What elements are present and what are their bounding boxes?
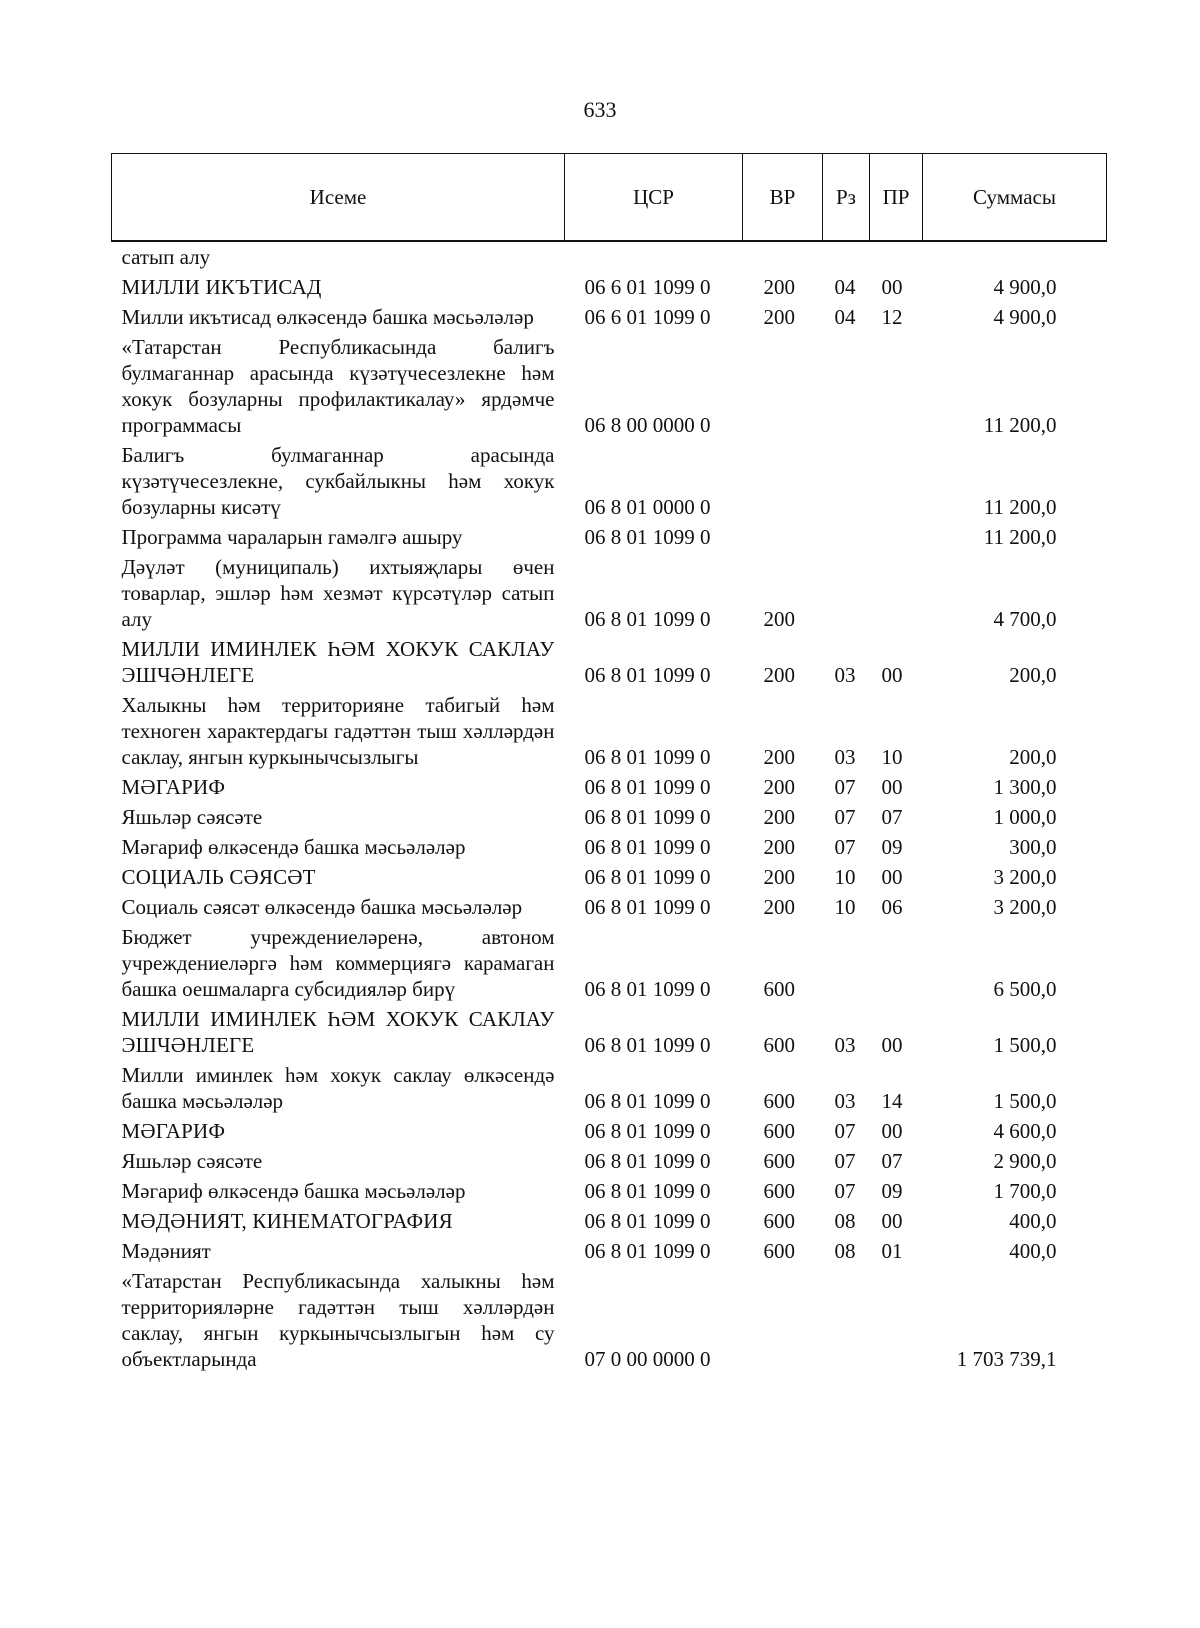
row-pr: 00: [881, 775, 903, 799]
row-vr: [743, 1266, 823, 1374]
row-pr: 07: [881, 805, 903, 829]
row-vr: [743, 332, 823, 440]
row-pr: 00: [881, 1119, 903, 1143]
table-row: [112, 690, 1107, 772]
row-csr: 07 0 00 0000 0: [584, 1347, 711, 1371]
table-body: [112, 241, 1107, 1374]
row-rz: 10: [834, 865, 856, 889]
table-row: [112, 772, 1107, 802]
row-rz: 03: [834, 1089, 856, 1113]
table-row: [112, 302, 1107, 332]
row-csr: 06 8 01 1099 0: [584, 1149, 711, 1173]
row-pr: [870, 922, 923, 1004]
row-rz: 07: [834, 1149, 856, 1173]
row-sum: 1 500,0: [993, 1033, 1057, 1057]
column-header-rz: Рз: [823, 154, 870, 242]
table-row: [112, 552, 1107, 634]
row-sum: 4 600,0: [993, 1119, 1057, 1143]
row-pr: 00: [881, 1209, 903, 1233]
column-header-sum: Суммасы: [923, 154, 1107, 242]
row-vr: 600: [763, 1179, 795, 1203]
row-csr: 06 8 01 1099 0: [584, 1239, 711, 1263]
row-vr: 200: [763, 895, 795, 919]
row-name: Милли икътисад өлкәсендә башка мәсьәләләр: [121, 305, 534, 329]
row-name: МИЛЛИ ИКЪТИСАД: [121, 275, 322, 299]
row-vr: 200: [763, 275, 795, 299]
page-number: 633: [583, 97, 617, 122]
table-row: [112, 440, 1107, 522]
row-name: Программа чараларын гамәлгә ашыру: [121, 525, 463, 549]
row-csr: 06 8 01 1099 0: [584, 1089, 711, 1113]
row-vr: 600: [763, 1239, 795, 1263]
row-name: Милли иминлек һәм хокук саклау өлкәсендә башка мәсьәләләр: [121, 1063, 555, 1113]
row-pr: [870, 332, 923, 440]
table-row: [112, 634, 1107, 690]
column-header-csr: ЦСР: [565, 154, 743, 242]
row-name: Яшьләр сәясәте: [121, 1149, 263, 1173]
row-name: Халыкны һәм территорияне табигый һәм техноген характердагы гадәттән тыш хәлләрдән саклау, янгын куркынычсызлыгы: [121, 693, 555, 769]
table-row: [112, 922, 1107, 1004]
row-csr: 06 8 01 1099 0: [584, 775, 711, 799]
row-rz: [823, 552, 870, 634]
row-sum: 400,0: [1009, 1209, 1057, 1233]
row-name: Балигъ булмаганнар арасында күзәтүчесезлекне, сукбайлыкны һәм хокук бозуларны кисәтү: [121, 443, 555, 519]
table-row: [112, 1004, 1107, 1060]
row-sum: 3 200,0: [993, 895, 1057, 919]
row-name: Бюджет учреждениеләренә, автоном учреждениеләргә һәм коммерциягә карамаган башка оешмаларга субсидияләр бирү: [121, 925, 555, 1001]
table-row: [112, 522, 1107, 552]
row-pr: 10: [881, 745, 903, 769]
row-csr: 06 8 01 1099 0: [584, 525, 711, 549]
row-sum: 400,0: [1009, 1239, 1057, 1263]
row-vr: 200: [763, 775, 795, 799]
table-row: [112, 241, 1107, 272]
row-pr: 00: [881, 663, 903, 687]
row-vr: 200: [763, 305, 795, 329]
table-row: [112, 332, 1107, 440]
row-sum: 1 500,0: [993, 1089, 1057, 1113]
row-sum: [923, 241, 1107, 272]
row-sum: 1 300,0: [993, 775, 1057, 799]
row-csr: 06 8 01 1099 0: [584, 663, 711, 687]
row-pr: 14: [881, 1089, 903, 1113]
row-sum: 200,0: [1009, 745, 1057, 769]
row-pr: 00: [881, 865, 903, 889]
row-csr: 06 8 01 1099 0: [584, 1033, 711, 1057]
row-name: «Татарстан Республикасында балигъ булмаганнар арасында күзәтүчесезлекне һәм хокук бозуларны профилактикалау» ярдәмче программасы: [121, 335, 555, 437]
row-csr: 06 8 01 1099 0: [584, 1119, 711, 1143]
row-pr: 09: [881, 835, 903, 859]
row-csr: 06 8 00 0000 0: [584, 413, 711, 437]
row-sum: 300,0: [1009, 835, 1057, 859]
table-row: [112, 1206, 1107, 1236]
table-row: [112, 1266, 1107, 1374]
table-row: [112, 1176, 1107, 1206]
budget-table: [111, 153, 1107, 1374]
row-rz: [823, 241, 870, 272]
row-sum: 11 200,0: [983, 413, 1057, 437]
row-sum: 11 200,0: [983, 495, 1057, 519]
row-vr: [743, 440, 823, 522]
row-vr: 600: [763, 1119, 795, 1143]
row-vr: 600: [763, 977, 795, 1001]
row-rz: 07: [834, 775, 856, 799]
row-csr: 06 8 01 1099 0: [584, 1209, 711, 1233]
row-pr: [870, 241, 923, 272]
table-row: [112, 802, 1107, 832]
row-rz: 07: [834, 805, 856, 829]
row-csr: 06 8 01 0000 0: [584, 495, 711, 519]
row-csr: 06 8 01 1099 0: [584, 865, 711, 889]
row-pr: [870, 1266, 923, 1374]
table-row: [112, 862, 1107, 892]
row-sum: 1 700,0: [993, 1179, 1057, 1203]
row-sum: 4 700,0: [993, 607, 1057, 631]
row-vr: 600: [763, 1149, 795, 1173]
table-row: [112, 1146, 1107, 1176]
row-rz: 07: [834, 835, 856, 859]
row-rz: [823, 522, 870, 552]
row-vr: 600: [763, 1033, 795, 1057]
row-name: МИЛЛИ ИМИНЛЕК ҺӘМ ХОКУК САКЛАУ ЭШЧӘНЛЕГЕ: [121, 1007, 555, 1057]
row-rz: 04: [834, 275, 856, 299]
column-header-name: Исеме: [112, 154, 565, 242]
row-name: МИЛЛИ ИМИНЛЕК ҺӘМ ХОКУК САКЛАУ ЭШЧӘНЛЕГЕ: [121, 637, 555, 687]
row-rz: 07: [834, 1179, 856, 1203]
row-rz: 03: [834, 745, 856, 769]
row-name: Мәдәният: [121, 1239, 211, 1263]
row-rz: [823, 440, 870, 522]
row-rz: 10: [834, 895, 856, 919]
row-csr: 06 6 01 1099 0: [584, 305, 711, 329]
table-row: [112, 832, 1107, 862]
row-rz: [823, 922, 870, 1004]
row-pr: [870, 440, 923, 522]
row-vr: 200: [763, 865, 795, 889]
row-csr: [565, 241, 743, 272]
row-sum: 200,0: [1009, 663, 1057, 687]
row-sum: 4 900,0: [993, 275, 1057, 299]
row-pr: 09: [881, 1179, 903, 1203]
row-rz: [823, 1266, 870, 1374]
row-rz: 03: [834, 1033, 856, 1057]
row-sum: 11 200,0: [983, 525, 1057, 549]
row-pr: 01: [881, 1239, 903, 1263]
row-csr: 06 8 01 1099 0: [584, 745, 711, 769]
row-vr: 200: [763, 835, 795, 859]
row-pr: 00: [881, 275, 903, 299]
table-header: [112, 154, 1107, 242]
table-row: [112, 1116, 1107, 1146]
row-name: Мәгариф өлкәсендә башка мәсьәләләр: [121, 835, 466, 859]
row-name: Мәгариф өлкәсендә башка мәсьәләләр: [121, 1179, 466, 1203]
row-name: СОЦИАЛЬ СӘЯСӘТ: [121, 865, 316, 889]
column-header-vr: ВР: [743, 154, 823, 242]
row-name: Дәүләт (муниципаль) ихтыяҗлары өчен товарлар, эшләр һәм хезмәт күрсәтүләр сатып алу: [121, 555, 555, 631]
row-name: Социаль сәясәт өлкәсендә башка мәсьәләләр: [121, 895, 523, 919]
row-sum: 3 200,0: [993, 865, 1057, 889]
row-rz: 08: [834, 1209, 856, 1233]
row-rz: [823, 332, 870, 440]
row-name: МӘГАРИФ: [121, 1119, 226, 1143]
row-vr: [743, 522, 823, 552]
row-name: МӘДӘНИЯТ, КИНЕМАТОГРАФИЯ: [121, 1209, 453, 1233]
column-header-pr: ПР: [870, 154, 923, 242]
row-rz: 07: [834, 1119, 856, 1143]
row-pr: 06: [881, 895, 903, 919]
row-csr: 06 8 01 1099 0: [584, 1179, 711, 1203]
row-csr: 06 8 01 1099 0: [584, 805, 711, 829]
row-rz: 08: [834, 1239, 856, 1263]
row-vr: 200: [763, 805, 795, 829]
row-pr: 00: [881, 1033, 903, 1057]
row-name: сатып алу: [121, 245, 211, 269]
row-vr: 200: [763, 663, 795, 687]
table-row: [112, 1236, 1107, 1266]
row-pr: [870, 522, 923, 552]
row-pr: 12: [881, 305, 903, 329]
row-csr: 06 8 01 1099 0: [584, 895, 711, 919]
row-vr: [743, 241, 823, 272]
row-rz: 04: [834, 305, 856, 329]
row-vr: 200: [763, 607, 795, 631]
row-csr: 06 8 01 1099 0: [584, 607, 711, 631]
row-sum: 1 703 739,1: [956, 1347, 1057, 1371]
row-csr: 06 8 01 1099 0: [584, 835, 711, 859]
row-sum: 1 000,0: [993, 805, 1057, 829]
row-csr: 06 6 01 1099 0: [584, 275, 711, 299]
row-name: «Татарстан Республикасында халыкны һәм территорияләрне гадәттән тыш хәлләрдән саклау, янгын куркынычсызлыгын һәм су объектларында: [121, 1269, 555, 1371]
row-vr: 200: [763, 745, 795, 769]
row-vr: 600: [763, 1089, 795, 1113]
row-pr: [870, 552, 923, 634]
table-row: [112, 892, 1107, 922]
row-sum: 2 900,0: [993, 1149, 1057, 1173]
row-sum: 6 500,0: [993, 977, 1057, 1001]
row-rz: 03: [834, 663, 856, 687]
table-row: [112, 272, 1107, 302]
row-sum: 4 900,0: [993, 305, 1057, 329]
row-csr: 06 8 01 1099 0: [584, 977, 711, 1001]
row-pr: 07: [881, 1149, 903, 1173]
table-row: [112, 1060, 1107, 1116]
row-name: МӘГАРИФ: [121, 775, 226, 799]
row-name: Яшьләр сәясәте: [121, 805, 263, 829]
row-vr: 600: [763, 1209, 795, 1233]
